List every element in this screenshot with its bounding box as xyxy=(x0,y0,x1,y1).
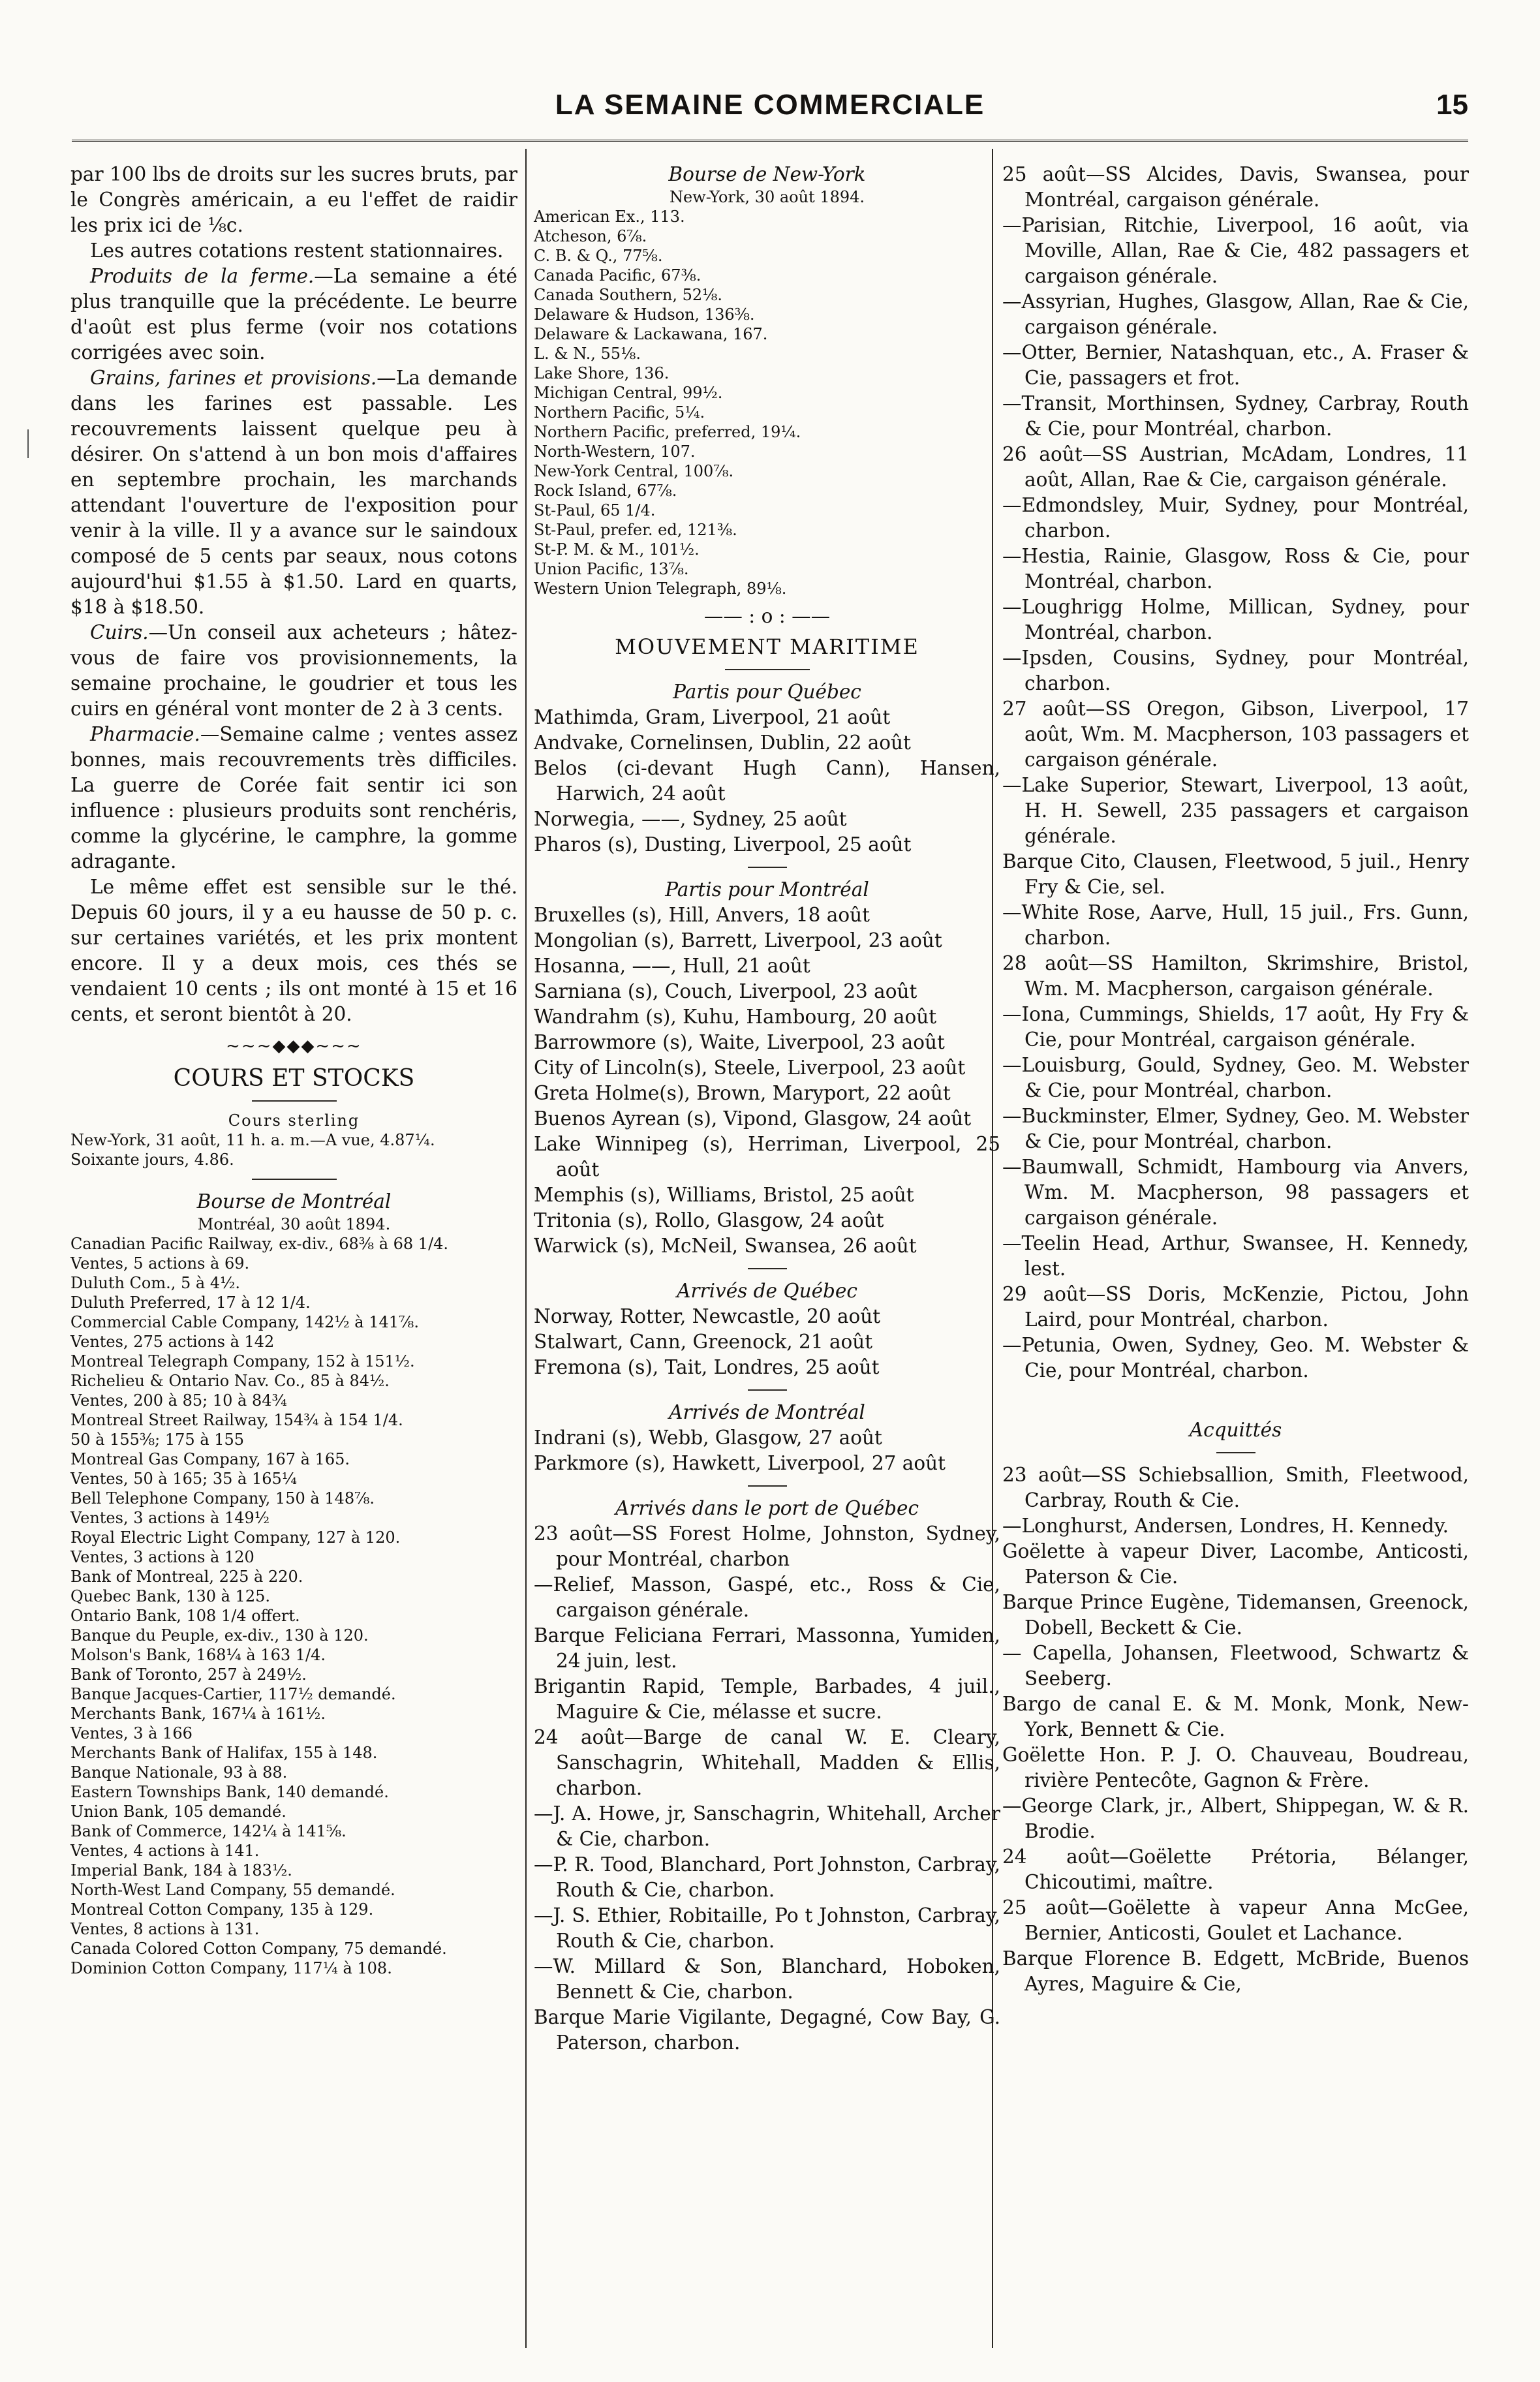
quote-line: Montreal Telegraph Company, 152 à 151½. xyxy=(70,1352,415,1370)
short-rule xyxy=(252,1179,337,1180)
quote-line: Imperial Bank, 184 à 183½. xyxy=(70,1861,292,1879)
ship-entry: Norwegia, ——, Sydney, 25 août xyxy=(534,808,847,830)
quote-line: Bank of Montreal, 225 à 220. xyxy=(70,1568,303,1586)
ship-entry: —J. A. Howe, jr, Sanschagrin, Whitehall, Archer & Cie, charbon. xyxy=(534,1802,1000,1850)
ship-entry: Barque Marie Vigilante, Degagné, Cow Bay, G. Paterson, charbon. xyxy=(534,2006,1000,2054)
ship-entry: —Loughrigg Holme, Millican, Sydney, pour Montréal, charbon. xyxy=(1002,596,1469,643)
ship-entry: —Lake Superior, Stewart, Liverpool, 13 août, H. H. Sewell, 235 passagers et cargaison générale. xyxy=(1002,774,1469,847)
quote-line: St-Paul, 65 1/4. xyxy=(534,501,656,519)
ship-entry: —Teelin Head, Arthur, Swansee, H. Kennedy, lest. xyxy=(1002,1232,1469,1280)
paragraph-heading: Grains, farines et provisions. xyxy=(90,367,377,389)
column-2 xyxy=(534,162,1000,2056)
quote-line: Banque Nationale, 93 à 88. xyxy=(70,1763,288,1782)
shipping-list xyxy=(534,1304,1000,1380)
ship-entry: Barque Cito, Clausen, Fleetwood, 5 juil., Henry Fry & Cie, sel. xyxy=(1002,850,1469,898)
quote-line: Ventes, 50 à 165; 35 à 165¼ xyxy=(70,1470,298,1488)
paragraph: par 100 lbs de droits sur les sucres bruts, par le Congrès américain, a eu l'effet de raidir les prix ici de ⅛c. xyxy=(70,163,517,236)
ship-entry: Warwick (s), McNeil, Swansea, 26 août xyxy=(534,1235,917,1257)
shipping-list xyxy=(534,705,1000,858)
ship-entry: — Capella, Johansen, Fleetwood, Schwartz & Seeberg. xyxy=(1002,1642,1469,1690)
ship-entry: —W. Millard & Son, Blanchard, Hoboken, Bennett & Cie, charbon. xyxy=(534,1955,1000,2003)
quote-line: Duluth Preferred, 17 à 12 1/4. xyxy=(70,1293,311,1312)
quote-line: Ventes, 3 actions à 149½ xyxy=(70,1509,270,1527)
paragraph-heading: Pharmacie. xyxy=(90,723,200,745)
ship-entry: Pharos (s), Dusting, Liverpool, 25 août xyxy=(534,833,912,856)
short-rule xyxy=(1216,1452,1255,1453)
ship-entry: Tritonia (s), Rollo, Glasgow, 24 août xyxy=(534,1209,884,1231)
ship-entry: —Otter, Bernier, Natashquan, etc., A. Fraser & Cie, passagers et frot. xyxy=(1002,341,1469,389)
ship-entry: Memphis (s), Williams, Bristol, 25 août xyxy=(534,1184,914,1206)
quote-line: Merchants Bank, 167¼ à 161½. xyxy=(70,1705,326,1723)
paragraph xyxy=(70,365,517,620)
subsection-title: Partis pour Québec xyxy=(673,681,861,703)
paragraph xyxy=(70,264,517,365)
ship-entry: —Edmondsley, Muir, Sydney, pour Montréal, charbon. xyxy=(1002,494,1469,542)
ship-entry: —Ipsden, Cousins, Sydney, pour Montréal, charbon. xyxy=(1002,647,1469,694)
ship-entry: Mathimda, Gram, Liverpool, 21 août xyxy=(534,706,891,728)
quote-line: Atcheson, 6⅞. xyxy=(534,227,647,245)
quote-line: Bank of Toronto, 257 à 249½. xyxy=(70,1665,307,1684)
journal-title: LA SEMAINE COMMERCIALE xyxy=(555,89,985,121)
short-rule xyxy=(748,1268,787,1269)
quote-line: Banque Jacques-Cartier, 117½ demandé. xyxy=(70,1685,396,1703)
ship-entry: 24 août—Goëlette Prétoria, Bélanger, Chicoutimi, maître. xyxy=(1002,1846,1469,1893)
subsection-title: Cours sterling xyxy=(228,1111,360,1130)
ship-entry: 28 août—SS Hamilton, Skrimshire, Bristol, Wm. M. Macpherson, cargaison générale. xyxy=(1002,952,1469,1000)
ship-entry: Barrowmore (s), Waite, Liverpool, 23 août xyxy=(534,1031,945,1053)
paragraph-body: —Un conseil aux acheteurs ; hâtez-vous de faire vos provisionnements, la semaine prochaine, le goudrier et tous les cuirs en général vont monter de 2 à 3 cents. xyxy=(70,621,517,720)
quote-line: Canada Southern, 52⅛. xyxy=(534,286,723,304)
shipping-list xyxy=(534,1425,1000,1476)
ship-entry: Andvake, Cornelinsen, Dublin, 22 août xyxy=(534,732,911,754)
quote-line: Commercial Cable Company, 142½ à 141⅞. xyxy=(70,1313,419,1331)
header-rule xyxy=(72,140,1468,142)
divider: —— : o : —— xyxy=(703,605,831,627)
ship-entry: Barque Prince Eugène, Tidemansen, Greenock, Dobell, Beckett & Cie. xyxy=(1002,1591,1469,1639)
section-title: COURS ET STOCKS xyxy=(173,1065,415,1092)
quote-line: Merchants Bank of Halifax, 155 à 148. xyxy=(70,1744,378,1762)
quote-line: Ventes, 3 à 166 xyxy=(70,1724,192,1742)
quote-line: Northern Pacific, 5¼. xyxy=(534,403,705,422)
dateline: Montréal, 30 août 1894. xyxy=(197,1215,391,1233)
subsection-title: Acquittés xyxy=(1189,1419,1282,1441)
subsection-title: Partis pour Montréal xyxy=(665,878,869,901)
ship-entry: —Hestia, Rainie, Glasgow, Ross & Cie, pour Montréal, charbon. xyxy=(1002,545,1469,593)
ship-entry: —George Clark, jr., Albert, Shippegan, W. & R. Brodie. xyxy=(1002,1795,1469,1842)
ship-entry: Brigantin Rapid, Temple, Barbades, 4 juil., Maguire & Cie, mélasse et sucre. xyxy=(534,1675,1000,1723)
quote-line: L. & N., 55⅛. xyxy=(534,345,641,363)
column-3 xyxy=(1002,162,1469,1997)
quote-line: American Ex., 113. xyxy=(534,208,685,226)
column-divider xyxy=(525,149,527,2348)
ship-entry: —Baumwall, Schmidt, Hambourg via Anvers, Wm. M. Macpherson, 98 passagers et cargaison générale. xyxy=(1002,1156,1469,1229)
ship-entry: Bargo de canal E. & M. Monk, Monk, New-York, Bennett & Cie. xyxy=(1002,1693,1469,1740)
paragraph-body: —Semaine calme ; ventes assez bonnes, mais recouvrements très difficiles. La guerre de Corée fait sentir ici son influence : plusieurs produits sont renchéris, comme la glycérine, le camphre, la gomme adragante. xyxy=(70,723,517,873)
quote-line: Soixante jours, 4.86. xyxy=(70,1151,234,1169)
ship-entry: 27 août—SS Oregon, Gibson, Liverpool, 17 août, Wm. M. Macpherson, 103 passagers et cargaison générale. xyxy=(1002,698,1469,771)
ship-entry: Greta Holme(s), Brown, Maryport, 22 août xyxy=(534,1082,951,1104)
paragraph: Les autres cotations restent stationnaires. xyxy=(90,240,504,262)
ship-entry: 25 août—Goëlette à vapeur Anna McGee, Bernier, Anticosti, Goulet et Lachance. xyxy=(1002,1896,1469,1944)
quote-line: Royal Electric Light Company, 127 à 120. xyxy=(70,1528,401,1547)
paragraph-heading: Produits de la ferme. xyxy=(90,265,315,287)
ship-entry: Belos (ci-devant Hugh Cann), Hansen, Harwich, 24 août xyxy=(534,757,1000,805)
quote-line: Molson's Bank, 168¼ à 163 1/4. xyxy=(70,1646,326,1664)
ship-entry: —Assyrian, Hughes, Glasgow, Allan, Rae & Cie, cargaison générale. xyxy=(1002,290,1469,338)
ship-entry: Buenos Ayrean (s), Vipond, Glasgow, 24 août xyxy=(534,1107,972,1130)
quote-line: St-P. M. & M., 101½. xyxy=(534,540,700,559)
ship-entry: —Transit, Morthinsen, Sydney, Carbray, Routh & Cie, pour Montréal, charbon. xyxy=(1002,392,1469,440)
quote-line: Bell Telephone Company, 150 à 148⅞. xyxy=(70,1489,375,1508)
quote-line: St-Paul, prefer. ed, 121⅜. xyxy=(534,521,737,539)
quote-line: Bank of Commerce, 142¼ à 141⅝. xyxy=(70,1822,346,1840)
ship-entry: —Relief, Masson, Gaspé, etc., Ross & Cie, cargaison générale. xyxy=(534,1573,1000,1621)
ship-entry: Sarniana (s), Couch, Liverpool, 23 août xyxy=(534,980,917,1002)
shipping-list xyxy=(1002,162,1469,1384)
quote-line: New-York Central, 100⅞. xyxy=(534,462,734,480)
quote-line: Richelieu & Ontario Nav. Co., 85 à 84½. xyxy=(70,1372,390,1390)
ship-entry: 25 août—SS Alcides, Davis, Swansea, pour Montréal, cargaison générale. xyxy=(1002,163,1469,211)
ship-entry: Goëlette à vapeur Diver, Lacombe, Anticosti, Paterson & Cie. xyxy=(1002,1540,1469,1588)
quote-line: Northern Pacific, preferred, 19¼. xyxy=(534,423,801,441)
quote-line: Rock Island, 67⅞. xyxy=(534,482,677,500)
newyork-quotes xyxy=(534,187,1000,598)
shipping-list xyxy=(534,903,1000,1259)
ship-entry: Goëlette Hon. P. J. O. Chauveau, Boudreau, rivière Pentecôte, Gagnon & Frère. xyxy=(1002,1744,1469,1791)
montreal-quotes xyxy=(70,1214,517,1978)
quote-line: Western Union Telegraph, 89⅛. xyxy=(534,580,787,598)
paragraph-heading: Cuirs. xyxy=(90,621,149,643)
ship-entry: Stalwart, Cann, Greenock, 21 août xyxy=(534,1331,873,1353)
ship-entry: Bruxelles (s), Hill, Anvers, 18 août xyxy=(534,904,870,926)
quote-line: Duluth Com., 5 à 4½. xyxy=(70,1274,241,1292)
quote-line: Montreal Gas Company, 167 à 165. xyxy=(70,1450,350,1468)
short-rule xyxy=(748,867,787,868)
margin-mark xyxy=(27,429,35,458)
ship-entry: Barque Feliciana Ferrari, Massonna, Yumiden, 24 juin, lest. xyxy=(534,1624,1000,1672)
page-header xyxy=(72,89,1468,129)
quote-line: Quebec Bank, 130 à 125. xyxy=(70,1587,270,1605)
quote-line: Union Pacific, 13⅞. xyxy=(534,560,689,578)
quote-line: Eastern Townships Bank, 140 demandé. xyxy=(70,1783,389,1801)
shipping-list xyxy=(1002,1462,1469,1997)
subsection-title: Bourse de New-York xyxy=(668,163,866,185)
ship-entry: City of Lincoln(s), Steele, Liverpool, 23 août xyxy=(534,1057,966,1079)
paragraph xyxy=(70,722,517,874)
ship-entry: —White Rose, Aarve, Hull, 15 juil., Frs. Gunn, charbon. xyxy=(1002,901,1469,949)
quote-line: Montreal Cotton Company, 135 à 129. xyxy=(70,1900,374,1919)
subsection-title: Arrivés de Montréal xyxy=(669,1401,865,1423)
quote-line: North-Western, 107. xyxy=(534,442,696,461)
ship-entry: Norway, Rotter, Newcastle, 20 août xyxy=(534,1305,881,1327)
quote-line: Ventes, 5 actions à 69. xyxy=(70,1254,250,1273)
short-rule xyxy=(725,669,810,670)
ship-entry: —P. R. Tood, Blanchard, Port Johnston, Carbray, Routh & Cie, charbon. xyxy=(534,1853,1000,1901)
subsection-title: Bourse de Montréal xyxy=(196,1190,392,1213)
ship-entry: —Buckminster, Elmer, Sydney, Geo. M. Webster & Cie, pour Montréal, charbon. xyxy=(1002,1105,1469,1152)
quote-line: Delaware & Hudson, 136⅜. xyxy=(534,305,755,324)
quote-line: Canadian Pacific Railway, ex-div., 68⅜ à 68 1/4. xyxy=(70,1235,449,1253)
quote-line: Ventes, 8 actions à 131. xyxy=(70,1920,260,1938)
ornament-divider: ~~~◆◆◆~~~ xyxy=(226,1036,362,1056)
ship-entry: Mongolian (s), Barrett, Liverpool, 23 août xyxy=(534,929,942,951)
ship-entry: 23 août—SS Forest Holme, Johnston, Sydney, pour Montréal, charbon xyxy=(534,1523,1000,1570)
quote-line: North-West Land Company, 55 demandé. xyxy=(70,1881,395,1899)
short-rule xyxy=(748,1485,787,1487)
quote-line: Delaware & Lackawana, 167. xyxy=(534,325,768,343)
short-rule xyxy=(252,1100,337,1102)
quote-line: Ontario Bank, 108 1/4 offert. xyxy=(70,1607,300,1625)
quote-line: Canada Colored Cotton Company, 75 demandé. xyxy=(70,1940,447,1958)
ship-entry: 29 août—SS Doris, McKenzie, Pictou, John Laird, pour Montréal, charbon. xyxy=(1002,1283,1469,1331)
ship-entry: —Longhurst, Andersen, Londres, H. Kennedy. xyxy=(1002,1515,1449,1537)
ship-entry: —Iona, Cummings, Shields, 17 août, Hy Fry & Cie, pour Montréal, cargaison générale. xyxy=(1002,1003,1469,1051)
section-title: MOUVEMENT MARITIME xyxy=(615,634,919,659)
paragraph: Le même effet est sensible sur le thé. Depuis 60 jours, il y a eu hausse de 50 p. c. sur certaines variétés, et les prix montent encore. Il y a deux mois, ces thés se vendaient 10 cents ; ils ont monté à 15 et 16 cents, et seront bientôt à 20. xyxy=(70,876,517,1025)
ship-entry: —J. S. Ethier, Robitaille, Po t Johnston, Carbray, Routh & Cie, charbon. xyxy=(534,1904,1000,1952)
quote-line: Montreal Street Railway, 154¾ à 154 1/4. xyxy=(70,1411,403,1429)
ship-entry: Parkmore (s), Hawkett, Liverpool, 27 août xyxy=(534,1452,946,1474)
ship-entry: 23 août—SS Schiebsallion, Smith, Fleetwood, Carbray, Routh & Cie. xyxy=(1002,1464,1469,1511)
quote-line: Banque du Peuple, ex-div., 130 à 120. xyxy=(70,1626,369,1645)
subsection-title: Arrivés de Québec xyxy=(677,1280,857,1302)
quote-line: Ventes, 275 actions à 142 xyxy=(70,1333,275,1351)
ship-entry: Fremona (s), Tait, Londres, 25 août xyxy=(534,1356,880,1378)
ship-entry: —Petunia, Owen, Sydney, Geo. M. Webster & Cie, pour Montréal, charbon. xyxy=(1002,1334,1469,1382)
paragraph xyxy=(70,620,517,722)
ship-entry: —Louisburg, Gould, Sydney, Geo. M. Webster & Cie, pour Montréal, charbon. xyxy=(1002,1054,1469,1102)
ship-entry: Indrani (s), Webb, Glasgow, 27 août xyxy=(534,1427,882,1449)
quote-line: Lake Shore, 136. xyxy=(534,364,670,382)
ship-entry: 26 août—SS Austrian, McAdam, Londres, 11 août, Allan, Rae & Cie, cargaison générale. xyxy=(1002,443,1469,491)
ship-entry: Barque Florence B. Edgett, McBride, Buenos Ayres, Maguire & Cie, xyxy=(1002,1947,1469,1995)
quote-line: Michigan Central, 99½. xyxy=(534,384,723,402)
ship-entry: 24 août—Barge de canal W. E. Cleary, Sanschagrin, Whitehall, Madden & Ellis, charbon. xyxy=(534,1726,1000,1799)
ship-entry: Wandrahm (s), Kuhu, Hambourg, 20 août xyxy=(534,1006,937,1028)
paragraph-body: —La demande dans les farines est passable. Les recouvrements laissent quelque peu à désirer. On s'attend à un bon mois d'affaires en septembre prochain, les marchands attendant l'ouverture de l'exposition pour venir à la ville. Il y a avance sur le saindoux composé de 5 cents par seaux, nous cotons aujourd'hui $1.55 à $1.50. Lard en quarts, $18 à $18.50. xyxy=(70,367,517,618)
shipping-list xyxy=(534,1521,1000,2056)
page-number: 15 xyxy=(1436,89,1468,121)
ship-entry: Lake Winnipeg (s), Herriman, Liverpool, 25 août xyxy=(534,1133,1000,1181)
quote-line: 50 à 155⅜; 175 à 155 xyxy=(70,1431,245,1449)
dateline: New-York, 30 août 1894. xyxy=(669,188,865,206)
quote-line: Canada Pacific, 67⅜. xyxy=(534,266,701,285)
quote-line: Dominion Cotton Company, 117¼ à 108. xyxy=(70,1959,392,1977)
quote-line: Ventes, 200 à 85; 10 à 84¾ xyxy=(70,1391,287,1410)
quote-line: C. B. & Q., 77⅝. xyxy=(534,247,663,265)
quote-line: Ventes, 3 actions à 120 xyxy=(70,1548,254,1566)
quote-line: Union Bank, 105 demandé. xyxy=(70,1802,286,1821)
paragraph-body: —La semaine a été plus tranquille que la précédente. Le beurre d'août est plus ferme (voir nos cotations corrigées avec soin. xyxy=(70,265,517,363)
column-1 xyxy=(70,162,517,1978)
short-rule xyxy=(748,1389,787,1391)
subsection-title: Arrivés dans le port de Québec xyxy=(615,1497,919,1519)
quote-line: New-York, 31 août, 11 h. a. m.—A vue, 4.87¼. xyxy=(70,1131,435,1149)
quote-line: Ventes, 4 actions à 141. xyxy=(70,1842,260,1860)
ship-entry: —Parisian, Ritchie, Liverpool, 16 août, via Moville, Allan, Rae & Cie, 482 passagers et cargaison générale. xyxy=(1002,214,1469,287)
ship-entry: Hosanna, ——, Hull, 21 août xyxy=(534,955,810,977)
